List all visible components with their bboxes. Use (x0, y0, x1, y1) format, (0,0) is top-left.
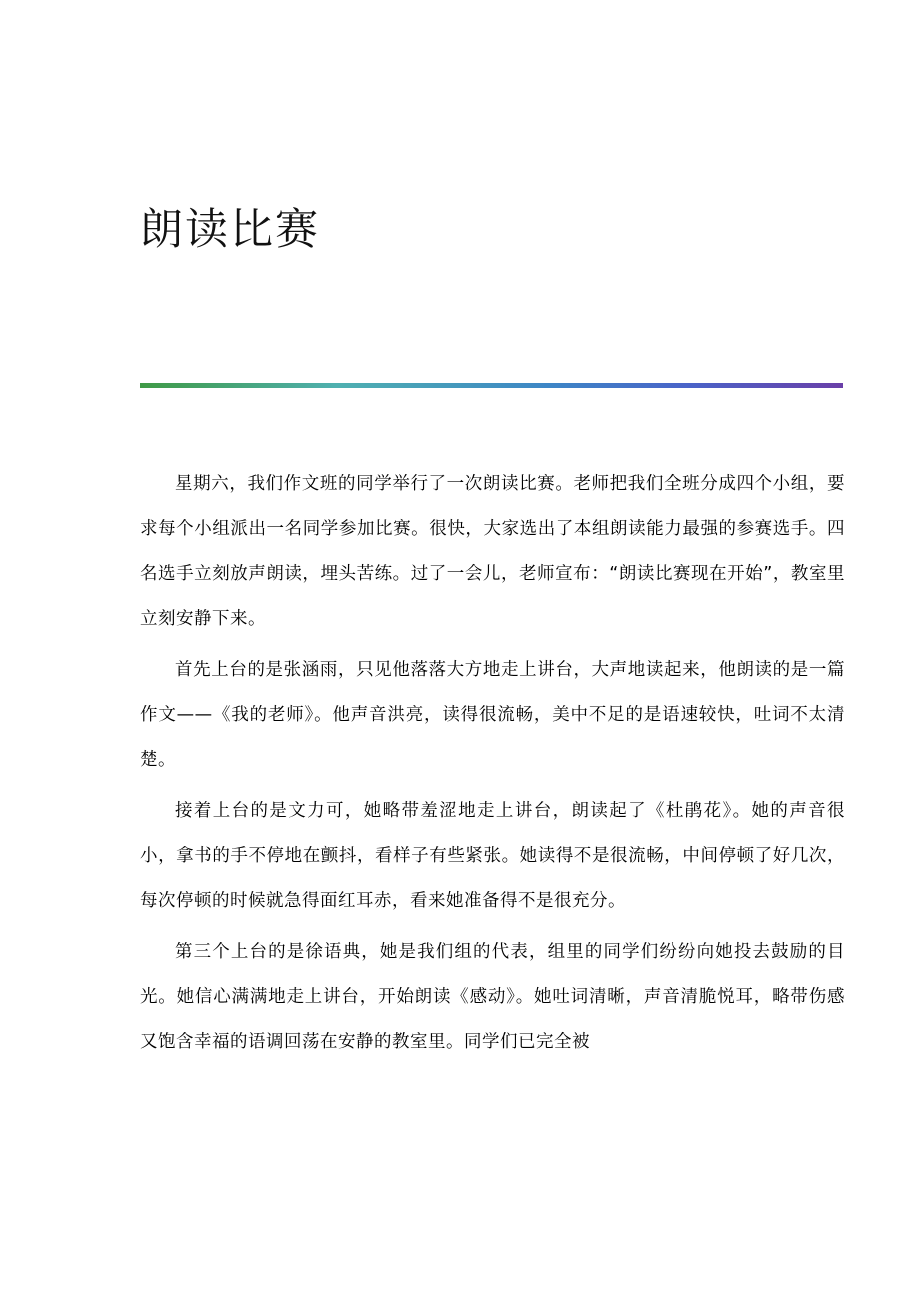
paragraph: 首先上台的是张涵雨，只见他落落大方地走上讲台，大声地读起来，他朗读的是一篇作文——《我的老师》。他声音洪亮，读得很流畅，美中不足的是语速较快，吐词不太清楚。 (140, 660, 845, 770)
paragraph: 第三个上台的是徐语典，她是我们组的代表，组里的同学们纷纷向她投去鼓励的目光。她信心满满地走上讲台，开始朗读《感动》。她吐词清晰，声音清脆悦耳，略带伤感又饱含幸福的语调回荡在安静的教室里。同学们已完全被 (140, 942, 845, 1052)
paragraph: 接着上台的是文力可，她略带羞涩地走上讲台，朗读起了《杜鹃花》。她的声音很小，拿书的手不停地在颤抖，看样子有些紧张。她读得不是很流畅，中间停顿了好几次，每次停顿的时候就急得面红耳赤，看来她准备得不是很充分。 (140, 801, 845, 911)
document-body (140, 462, 845, 1071)
page-title: 朗读比赛 (140, 205, 320, 255)
gradient-divider (140, 383, 843, 388)
paragraph: 星期六，我们作文班的同学举行了一次朗读比赛。老师把我们全班分成四个小组，要求每个小组派出一名同学参加比赛。很快，大家选出了本组朗读能力最强的参赛选手。四名选手立刻放声朗读，埋头苦练。过了一会儿，老师宣布：“朗读比赛现在开始”，教室里立刻安静下来。 (140, 474, 845, 629)
